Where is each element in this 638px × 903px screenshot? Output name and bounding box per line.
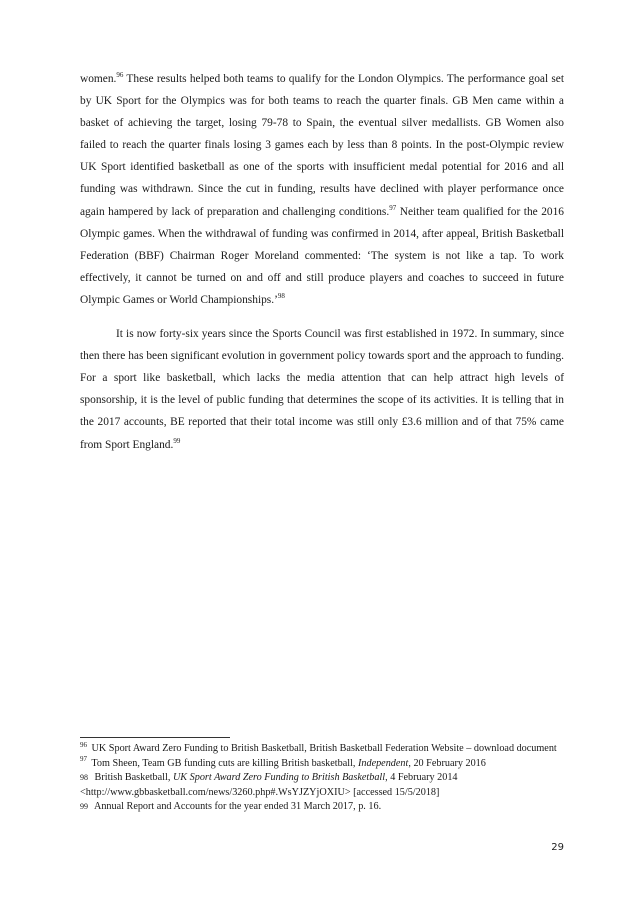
footnote-97 bbox=[80, 757, 564, 772]
footnote-number: 99 bbox=[80, 802, 88, 812]
footnotes bbox=[80, 742, 564, 815]
footnote-ref-99: 99 bbox=[173, 436, 181, 445]
footnote-ref-97: 97 bbox=[389, 203, 397, 212]
footnote-ref-98: 98 bbox=[277, 292, 285, 301]
footnote-text: UK Sport Award Zero Funding to British Basketball, British Basketball Federation Website – download document bbox=[89, 743, 557, 754]
footnote-text: British Basketball, bbox=[92, 772, 173, 784]
footnote-url: <http://www.gbbasketball.com/news/3260.php#.WsYJZYjOXIU> [accessed 15/5/2018] bbox=[80, 786, 440, 798]
footnote-text: Annual Report and Accounts for the year ended 31 March 2017, p. 16. bbox=[92, 801, 382, 813]
paragraph-1-text-b: These results helped both teams to qualify for the London Olympics. The performance goal set by UK Sport for the Olympics was for both teams to reach the quarter finals. GB Men came within a basket of achieving the target, losing 79-78 to Spain, the eventual silver medallists. GB Women also failed to reach the quarter finals losing 3 games each by less than 8 points. In the post-Olympic review UK Sport identified basketball as one of the sports with insufficient medal potential for 2016 and all funding was withdrawn. Since the cut in funding, results have declined with player performance once again hampered by lack of preparation and challenging conditions. bbox=[80, 73, 564, 218]
footnote-number: 97 bbox=[80, 755, 87, 764]
footnote-number: 98 bbox=[80, 773, 88, 783]
footnote-98 bbox=[80, 771, 564, 800]
footnote-date: , 4 February 2014 bbox=[385, 772, 458, 784]
footnote-96 bbox=[80, 742, 564, 757]
footnote-99 bbox=[80, 800, 564, 815]
footnote-source-title: Independent bbox=[357, 757, 409, 769]
paragraph-2 bbox=[80, 323, 564, 456]
footnote-ref-96: 96 bbox=[116, 71, 124, 80]
paragraph-1 bbox=[80, 68, 564, 311]
paragraph-1-text-c: Neither team qualified for the 2016 Olympic games. When the withdrawal of funding was confirmed in 2014, after appeal, British Basketball Federation (BBF) Chairman Roger Moreland commented: ‘The system is not like a tap. To work effectively, it cannot be turned on and off and still produce players and coaches to succeed in future Olympic Games or World Championships.’ bbox=[80, 205, 564, 306]
body-text bbox=[80, 68, 564, 456]
footnote-number: 96 bbox=[80, 740, 87, 749]
paragraph-1-text-a: women. bbox=[80, 73, 117, 85]
paragraph-2-text: It is now forty-six years since the Sports Council was first established in 1972. In summary, since then there has been significant evolution in government policy towards sport and the approach to funding. For a sport like basketball, which lacks the media attention that can help attract high levels of sponsorship, it is the level of public funding that determines the scope of its activities. It is telling that in the 2017 accounts, BE reported that their total income was still only £3.6 million and of that 75% came from Sport England. bbox=[80, 328, 564, 451]
footnote-text: Tom Sheen, Team GB funding cuts are killing British basketball, bbox=[89, 757, 358, 769]
footnote-separator bbox=[80, 737, 230, 738]
footnote-date: , 20 February 2016 bbox=[408, 757, 486, 769]
footnote-source-title: UK Sport Award Zero Funding to British Basketball bbox=[172, 772, 386, 784]
page-number: 29 bbox=[551, 842, 564, 853]
